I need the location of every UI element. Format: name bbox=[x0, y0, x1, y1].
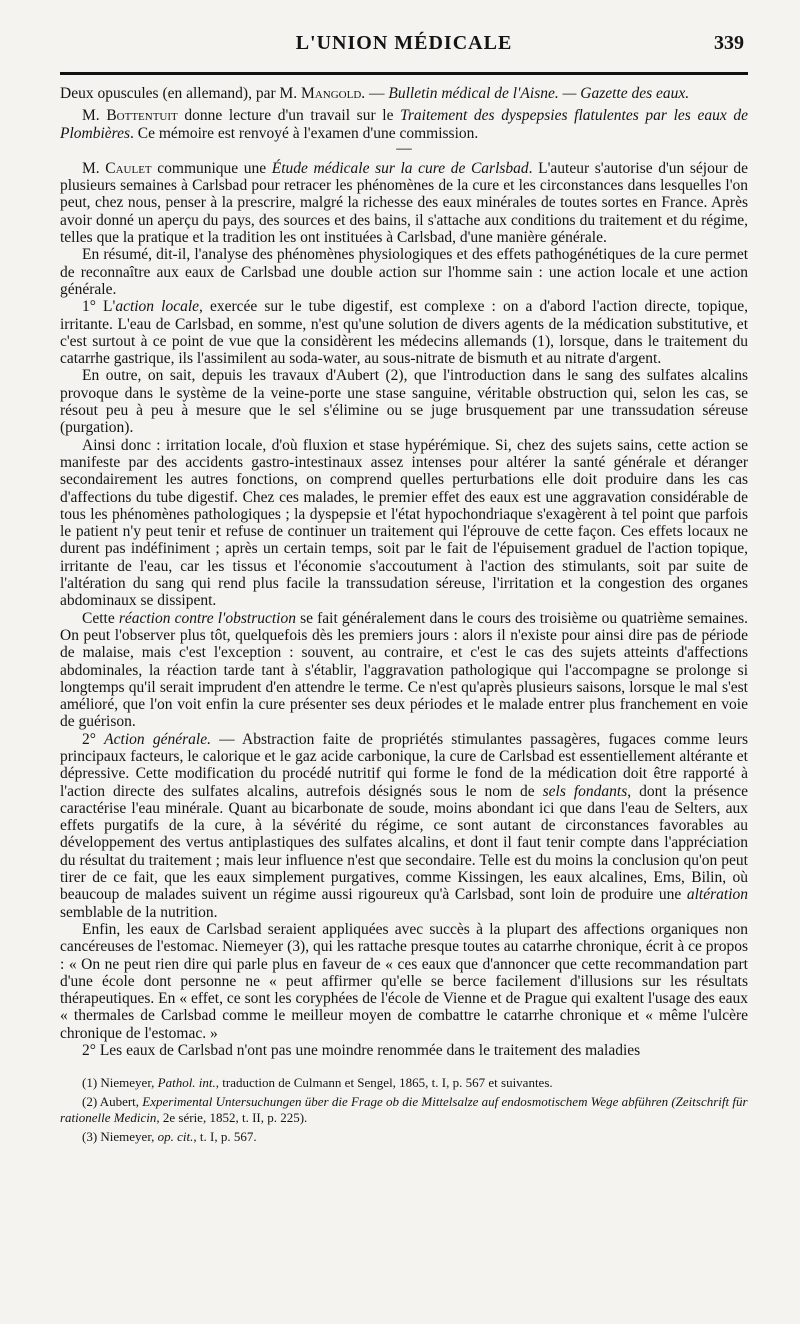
text-run: se fait généralement dans le cours des troisième ou quatrième semaines. On peut l'observer plus tôt, quelquefois dès les premiers jours : alors il n'existe pour ainsi dire pas de période de malaise, mais c'est l'exception : souvent, au contraire, et c'est le cas des sujets atteints d'affections abdominales, la réaction tarde tant à s'établir, l'aggravation pathologique qui l'accompagne se prolonge si longtemps qu'il serait imprudent d'en attendre le terme. Ce n'est qu'après plusieurs saisons, lorsque le mal s'est amélioré, que l'on voit enfin la cure présenter ses deux périodes et le malade entrer plus franchement en voie de guérison. bbox=[60, 609, 748, 731]
paragraph-action-locale bbox=[60, 298, 748, 367]
text-run: M. bbox=[82, 107, 107, 125]
text-run: , dont la présence caractérise l'eau minérale. Quant au bicarbonate de soude, moins abondant ici que dans l'eau de Selters, aux effets purgatifs de la cure, à la sévérité du régime, ce sont autant de circonstances favorables au développement des vertus antiplastiques des sulfates alcalins, et dont il faut tenir compte dans l'appréciation du résultat du traitement ; mais leur influence n'est que secondaire. Telle est du moins la conclusion qu'on peut tirer de ce fait, que les eaux simplement purgatives, comme Kissingen, les eaux alcalines, Ems, Bilin, où beaucoup de malades suivent un régime aussi rigoureux qu'à Carlsbad, sont loin de produire une bbox=[60, 782, 748, 904]
footnotes bbox=[60, 1075, 748, 1145]
running-header bbox=[60, 30, 748, 60]
paragraph-mangold bbox=[60, 85, 748, 102]
paragraph-maladies: 2° Les eaux de Carlsbad n'ont pas une moindre renommée dans le traitement des maladies bbox=[82, 1042, 641, 1060]
text-run: (3) Niemeyer, bbox=[82, 1129, 158, 1145]
text-run: M. bbox=[82, 159, 106, 177]
text-run: communique une bbox=[151, 159, 272, 177]
text-run: (1) Niemeyer, bbox=[82, 1075, 158, 1091]
paragraph-niemeyer: Enfin, les eaux de Carlsbad seraient appliquées avec succès à la plupart des affections organiques non cancéreuses de l'estomac. Niemeyer (3), qui les rattache presque toutes au catarrhe chronique, écrit à ce propos : « On ne peut rien dire qui parle plus en faveur de « ces eaux que d'annoncer que cette recommandation part d'une école dont personne ne « peut affirmer qu'elle se berce facilement d'illusions sur les résultats thérapeutiques. En « effet, ce sont les coryphées de l'école de Vienne et de Prague qui exaltent l'usage des eaux « thermales de Carlsbad comme le meilleur moyen de combattre le catarrhe chronique et « même l'ulcère chronique de l'estomac. » bbox=[60, 920, 748, 1042]
text-run: , exercée sur le tube digestif, est complexe : on a d'abord l'action directe, topique, irritante. L'eau de Carlsbad, en somme, n'est qu'une solution de divers agents de la médication substitutive, et c'est surtout à ce point de vue que la considèrent les médecins allemands (1), lorsque, dans le traitement du catarrhe gastrique, ils l'assimilent au soda-water, au sous-nitrate de bismuth et au nitrate d'argent. bbox=[60, 298, 748, 368]
paragraph-action-generale bbox=[60, 731, 748, 921]
text-run: , 2e série, 1852, t. II, p. 225). bbox=[156, 1110, 308, 1126]
emphasis: action locale bbox=[115, 298, 200, 316]
text-run: Cette bbox=[82, 609, 119, 627]
paragraph-aubert: En outre, on sait, depuis les travaux d'Aubert (2), que l'introduction dans le sang des sulfates alcalins provoque dans le système de la veine-porte une stase sanguine, véritable obstruction qui, selon les cas, se résout peu à peu à mesure que le sel s'élimine ou se juge brusquement par une transsudation séreuse (purgation). bbox=[60, 367, 748, 437]
emphasis: Experimental Untersuchungen über die Frage ob die Mittelsalze auf endosmotischem Wege abführen (Zeitschrift für rationelle Medicin bbox=[60, 1094, 748, 1126]
text-run: donne lecture d'un travail sur le bbox=[177, 107, 401, 125]
paragraph-resume: En résumé, dit-il, l'analyse des phénomènes physiologiques et des effets pathogénétiques de la cure permet de reconnaître aux eaux de Carlsbad une double action sur l'homme sain : une action locale et une action générale. bbox=[60, 246, 748, 298]
footnote-3 bbox=[60, 1129, 748, 1145]
author-name: Mangold bbox=[301, 85, 362, 102]
section-separator: — bbox=[396, 139, 412, 157]
text-run: — Abstraction faite de propriétés stimulantes passagères, fugaces comme leurs principaux facteurs, le calorique et le gaz acide carbonique, la cure de Carlsbad est essentiellement altérante et dépressive. Cette modification du procédé nutritif qui forme le fond de la médication doit être rapporté à l'action directe des sulfates alcalins, autrefois désignés sous le nom de bbox=[60, 730, 748, 800]
emphasis: Action générale. bbox=[104, 730, 211, 748]
text-run: , t. I, p. 567. bbox=[193, 1129, 257, 1145]
text-run: semblable de la nutrition. bbox=[60, 903, 218, 921]
emphasis: Pathol. int. bbox=[157, 1075, 216, 1091]
work-title: Traitement des dyspepsies flatulentes par les eaux de Plombières bbox=[60, 107, 748, 142]
journal-reference: Bulletin médical de l'Aisne. — Gazette des eaux. bbox=[388, 85, 690, 102]
text-run: . Ce mémoire est renvoyé à l'examen d'une commission. bbox=[130, 124, 479, 142]
paragraph-bottentuit bbox=[60, 107, 748, 142]
page-number: 339 bbox=[714, 32, 744, 54]
paragraph-irritation: Ainsi donc : irritation locale, d'où fluxion et stase hypérémique. Si, chez des sujets sains, cette action se manifeste par des accidents gastro-intestinaux assez intenses pour altérer la santé générale et déranger secondairement les autres fonctions, on comprend quelles perturbations elle doit produire dans les cas d'affections du tube digestif. Chez ces malades, le premier effet des eaux est une aggravation considérable de tous les phénomènes pathologiques ; la dyspepsie et l'état hypochondriaque s'exagèrent à tel point que parfois le patient n'y peut tenir et refuse de continuer un traitement qui l'éprouve de cette façon. Ces effets locaux ne durent pas indéfiniment ; après un certain temps, soit par le fait de l'épuisement graduel de l'action topique, irritante de l'eau, car les tissus et l'économie s'accoutument à l'action des stimulants, soit par suite de l'altération du sang qui rend plus facile la transsudation séreuse, l'irritation et la congestion des organes abdominaux se dissipent. bbox=[60, 436, 748, 610]
text-run: Deux opuscules (en allemand), par M. bbox=[60, 85, 302, 102]
author-name: Caulet bbox=[105, 159, 152, 177]
emphasis: op. cit. bbox=[157, 1129, 194, 1145]
text-run: . L'auteur s'autorise d'un séjour de plusieurs semaines à Carlsbad pour retracer les phénomènes de la cure et les circonstances dans lesquelles l'on peut, chez nous, penser à la prescrire, malgré la richesse des eaux minérales de toutes sortes en France. Après avoir donné un aperçu du pays, des sources et des bains, il s'attache aux conditions du traitement et du régime, telles que la pratique et la tradition les ont instituées à Carlsbad, d'une manière générale. bbox=[60, 159, 748, 247]
journal-title: L'UNION MÉDICALE bbox=[295, 32, 513, 54]
text-run: (2) Aubert, bbox=[82, 1094, 143, 1110]
article-body bbox=[60, 85, 748, 1059]
text-run: 2° bbox=[82, 730, 105, 748]
text-run: , traduction de Culmann et Sengel, 1865, t. I, p. 567 et suivantes. bbox=[215, 1075, 553, 1091]
footnote-1 bbox=[60, 1075, 748, 1091]
paragraph-reaction bbox=[60, 610, 748, 731]
header-rule bbox=[60, 72, 748, 75]
emphasis: sels fondants bbox=[542, 782, 628, 800]
work-title: Étude médicale sur la cure de Carlsbad bbox=[271, 159, 529, 177]
emphasis: réaction contre l'obstruction bbox=[118, 609, 296, 627]
text-run: . — bbox=[361, 85, 389, 102]
author-name: Bottentuit bbox=[106, 107, 178, 125]
text-run: 1° L' bbox=[82, 298, 116, 316]
paragraph-caulet bbox=[60, 160, 748, 246]
footnote-2 bbox=[60, 1094, 748, 1126]
emphasis: altération bbox=[686, 886, 748, 904]
